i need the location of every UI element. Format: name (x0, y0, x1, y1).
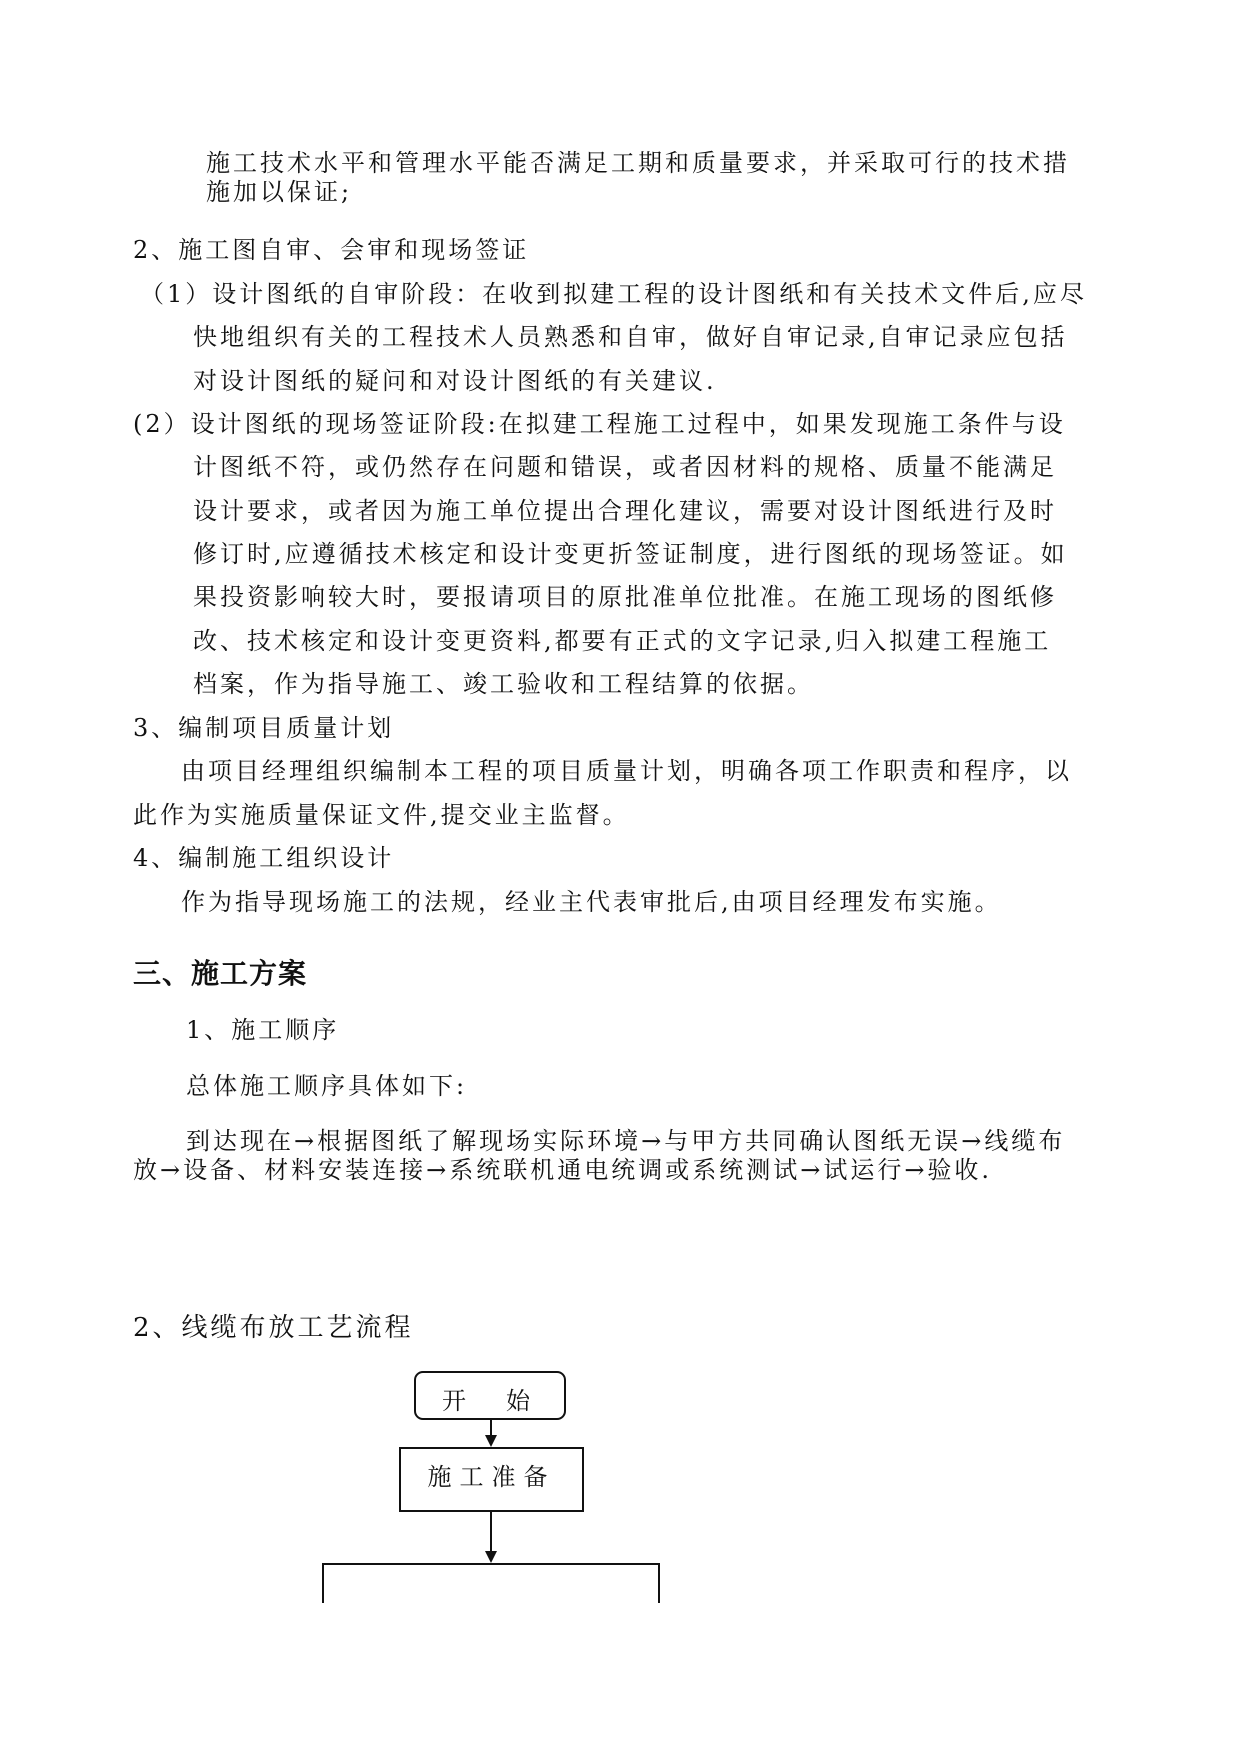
text-line: 快地组织有关的工程技术人员熟悉和自审，做好自审记录,自审记录应包括 (193, 323, 1068, 351)
flow-start-label: 开 始 (442, 1387, 538, 1415)
section-title: 三、施工方案 (133, 957, 308, 990)
subheading-2: 2、施工图自审、会审和现场签证 (133, 236, 530, 264)
text-line: （1）设计图纸的自审阶段：在收到拟建工程的设计图纸和有关技术文件后,应尽 (140, 280, 1087, 308)
flow-step-label: 施工准备 (427, 1463, 556, 1491)
text-line: 设计要求，或者因为施工单位提出合理化建议，需要对设计图纸进行及时 (193, 497, 1057, 525)
text-line: 施加以保证; (206, 178, 353, 206)
flow-step-prepare (399, 1447, 584, 1512)
subheading-3: 3、编制项目质量计划 (133, 714, 395, 742)
text-line: 总体施工顺序具体如下: (186, 1072, 468, 1100)
text-line: 作为指导现场施工的法规，经业主代表审批后,由项目经理发布实施。 (181, 888, 1002, 916)
text-line: 果投资影响较大时，要报请项目的原批准单位批准。在施工现场的图纸修 (193, 583, 1057, 611)
flow-arrow (485, 1551, 497, 1563)
text-line: 放→设备、材料安装连接→系统联机通电统调或系统测试→试运行→验收. (133, 1156, 993, 1184)
flow-connector (490, 1512, 492, 1552)
subheading-cable-flow: 2、线缆布放工艺流程 (133, 1313, 414, 1343)
text-line: 对设计图纸的疑问和对设计图纸的有关建议. (193, 367, 717, 395)
text-line: 由项目经理组织编制本工程的项目质量计划，明确各项工作职责和程序，以 (181, 757, 1072, 785)
flow-connector (490, 1420, 492, 1436)
text-line: 计图纸不符，或仍然存在问题和错误，或者因材料的规格、质量不能满足 (193, 453, 1057, 481)
subheading-construction-order: 1、施工顺序 (186, 1016, 340, 1044)
text-line: 档案，作为指导施工、竣工验收和工程结算的依据。 (193, 670, 814, 698)
text-line: (2）设计图纸的现场签证阶段:在拟建工程施工过程中，如果发现施工条件与设 (133, 410, 1066, 438)
text-line: 此作为实施质量保证文件,提交业主监督。 (133, 801, 630, 829)
text-line: 施工技术水平和管理水平能否满足工期和质量要求，并采取可行的技术措 (206, 149, 1070, 177)
flow-step-next (322, 1563, 660, 1603)
text-line: 修订时,应遵循技术核定和设计变更折签证制度，进行图纸的现场签证。如 (193, 540, 1068, 568)
text-line: 到达现在→根据图纸了解现场实际环境→与甲方共同确认图纸无误→线缆布 (186, 1127, 1066, 1155)
text-line: 改、技术核定和设计变更资料,都要有正式的文字记录,归入拟建工程施工 (193, 627, 1052, 655)
subheading-4: 4、编制施工组织设计 (133, 844, 395, 872)
flow-start-node (414, 1371, 566, 1420)
flow-arrow (485, 1435, 497, 1447)
